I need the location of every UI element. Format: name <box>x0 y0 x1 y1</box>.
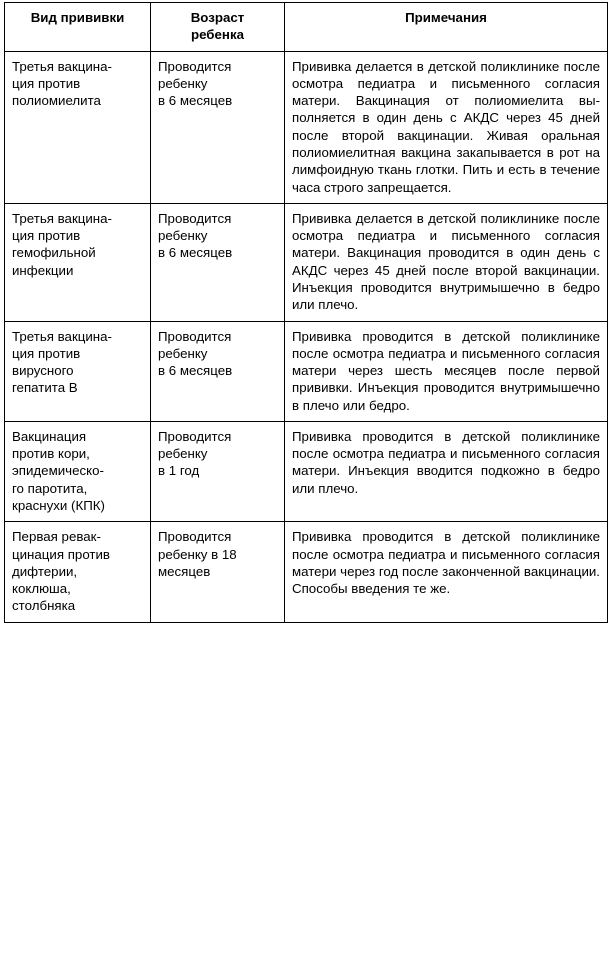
cell-child-age: Проводится ребенку в 1 год <box>151 421 285 521</box>
vaccination-schedule-table <box>4 2 608 623</box>
column-header-child-age-line1: Возраст <box>190 10 245 25</box>
cell-notes: Прививка делается в детской поликлинике после осмотра педиатра и письменного согласия матери. Вакцинация от полиомиелита выполняется в один день с АКДС через 45 дней после второй вакцинации. Живая оральная полиомиелитная вакцина закапывается в рот на лимфоидную ткань глотки. Пить и есть в течение часа строго запрещается. <box>285 51 608 203</box>
cell-notes: Прививка делается в детской поликлинике после осмотра педиатра и письменного согласия матери. Вакцинация проводится в один день с АКДС через 45 дней после второй вакцинации. Инъекция проводится внутримышечно в бедро или плечо. <box>285 203 608 321</box>
cell-child-age: Проводится ребенку в 6 месяцев <box>151 51 285 203</box>
column-header-notes: Примечания <box>285 3 608 52</box>
cell-vaccine-type: Третья вакцина- ция против гемофильной инфекции <box>5 203 151 321</box>
table-header-row <box>5 3 608 52</box>
cell-notes: Прививка проводится в детской поликлинике после осмотра педиатра и письменного согласия матери. Инъекция вводится подкожно в бедро или плечо. <box>285 421 608 521</box>
cell-vaccine-type: Третья вакцина- ция против полиомиелита <box>5 51 151 203</box>
cell-child-age: Проводится ребенку в 6 месяцев <box>151 321 285 421</box>
cell-notes: Прививка проводится в детской поликлинике после осмотра педиатра и письменного согласия матери через год после законченной вакцинации. Способы введения те же. <box>285 522 608 622</box>
table-body <box>5 51 608 622</box>
table-header <box>5 3 608 52</box>
cell-notes: Прививка проводится в детской поликлинике после осмотра педиатра и письменного согласия матери через шесть месяцев после первой прививки. Инъекция проводится внутримышечно в плечо или бедро. <box>285 321 608 421</box>
cell-vaccine-type: Первая ревак- цинация против дифтерии, коклюша, столбняка <box>5 522 151 622</box>
cell-child-age: Проводится ребенку в 6 месяцев <box>151 203 285 321</box>
table-row <box>5 321 608 421</box>
table-row <box>5 421 608 521</box>
cell-vaccine-type: Третья вакцина- ция против вирусного гепатита В <box>5 321 151 421</box>
column-header-vaccine-type: Вид прививки <box>5 3 151 52</box>
table-row <box>5 51 608 203</box>
table-row <box>5 203 608 321</box>
cell-vaccine-type: Вакцинация против кори, эпидемическо- го паротита, краснухи (КПК) <box>5 421 151 521</box>
column-header-child-age-line2: ребенка <box>190 27 245 43</box>
table-row <box>5 522 608 622</box>
column-header-child-age <box>151 3 285 52</box>
cell-child-age: Проводится ребенку в 18 месяцев <box>151 522 285 622</box>
